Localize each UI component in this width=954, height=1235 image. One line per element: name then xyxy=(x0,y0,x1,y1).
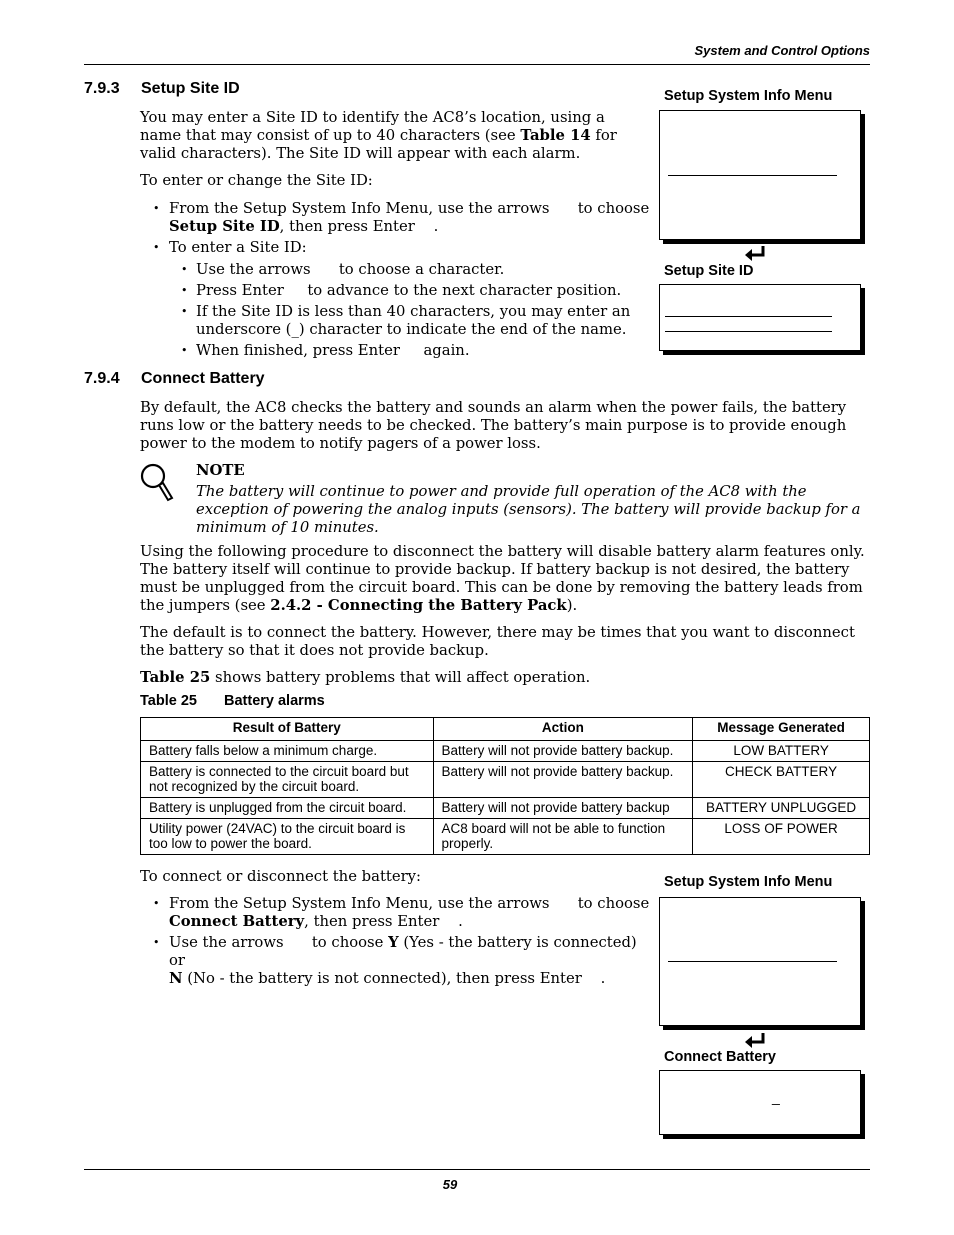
site-id-steps xyxy=(140,200,650,360)
note-title: NOTE xyxy=(196,462,245,479)
lcd-selection-line xyxy=(668,175,837,176)
lcd-cursor: _ xyxy=(772,1089,780,1105)
table-cell: Battery will not provide battery backup xyxy=(433,798,693,819)
table-cell: LOSS OF POWER xyxy=(693,819,870,855)
table-row xyxy=(141,798,870,819)
table-cell: Battery will not provide battery backup. xyxy=(433,741,693,762)
table-caption: Table 25 Battery alarms xyxy=(140,693,325,709)
lcd-screen-system-info-menu xyxy=(659,897,861,1026)
lcd-screen-setup-site-id xyxy=(659,284,861,351)
battery-disconnect-paragraph: Using the following procedure to disconnect the battery will disable battery alarm features only. The battery itself will continue to provide backup. If battery backup is not desired, the battery must be unplugged from the circuit board. This can be done by removing the battery leads from the jumpers (see 2.4.2 - Connecting the Battery Pack). xyxy=(140,543,865,614)
section-heading-7-9-3: 7.9.3 Setup Site ID xyxy=(84,80,240,97)
lcd-line xyxy=(665,316,832,317)
table-cell: LOW BATTERY xyxy=(693,741,870,762)
column-header: Message Generated xyxy=(693,718,870,741)
running-header: System and Control Options xyxy=(694,43,870,58)
table-header-row xyxy=(141,718,870,741)
table-cell: BATTERY UNPLUGGED xyxy=(693,798,870,819)
table-reference-paragraph: Table 25 shows battery problems that will affect operation. xyxy=(140,669,591,686)
site-id-instruction: To enter or change the Site ID: xyxy=(140,172,373,189)
table-cell: Battery is unplugged from the circuit board. xyxy=(141,798,434,819)
figure-caption: Setup System Info Menu xyxy=(664,88,833,104)
connect-steps xyxy=(140,895,650,988)
list-item: • When finished, press Enter again. xyxy=(140,342,650,360)
lcd-selection-line xyxy=(668,961,837,962)
site-id-intro: You may enter a Site ID to identify the AC8’s location, using a name that may consist of up to 40 characters (see Table 14 for valid characters). The Site ID will appear with each alarm. xyxy=(140,109,617,162)
list-item: • From the Setup System Info Menu, use the arrows to choose Setup Site ID, then press Enter . xyxy=(140,200,650,236)
column-header: Action xyxy=(433,718,693,741)
table-cell: Battery is connected to the circuit board but not recognized by the circuit board. xyxy=(141,762,434,798)
enter-return-icon xyxy=(744,245,766,263)
magnifier-icon xyxy=(139,462,175,504)
list-item: • Press Enter to advance to the next character position. xyxy=(140,282,650,300)
figure-caption: Connect Battery xyxy=(664,1049,776,1065)
table-cell: AC8 board will not be able to function properly. xyxy=(433,819,693,855)
list-item: • Use the arrows to choose Y (Yes - the battery is connected) or N (No - the battery is not connected), then press Enter . xyxy=(140,934,650,988)
page-number: 59 xyxy=(442,1177,458,1192)
battery-default-paragraph: The default is to connect the battery. However, there may be times that you want to disconnect the battery so that it does not provide backup. xyxy=(140,624,855,659)
list-item: • Use the arrows to choose a character. xyxy=(140,261,650,279)
table-row xyxy=(141,762,870,798)
table-cell: CHECK BATTERY xyxy=(693,762,870,798)
table-row xyxy=(141,741,870,762)
column-header: Result of Battery xyxy=(141,718,434,741)
lcd-screen-system-info-menu xyxy=(659,110,861,240)
list-item: • From the Setup System Info Menu, use the arrows to choose Connect Battery, then press Enter . xyxy=(140,895,650,931)
table-cell: Battery falls below a minimum charge. xyxy=(141,741,434,762)
connect-instruction: To connect or disconnect the battery: xyxy=(140,868,422,885)
note-body: The battery will continue to power and provide full operation of the AC8 with the exception of powering the analog inputs (sensors). The battery will provide backup for a minimum of 10 minutes. xyxy=(196,483,861,536)
footer-rule xyxy=(84,1169,870,1170)
list-item: • If the Site ID is less than 40 characters, you may enter an underscore (_) character to indicate the end of the name. xyxy=(140,303,650,339)
figure-caption: Setup Site ID xyxy=(664,263,754,279)
lcd-line xyxy=(665,331,832,332)
section-heading-7-9-4: 7.9.4 Connect Battery xyxy=(84,370,265,387)
header-rule xyxy=(84,64,870,65)
battery-intro: By default, the AC8 checks the battery and sounds an alarm when the power fails, the battery runs low or the battery needs to be checked. The battery’s main purpose is to provide enough power to the modem to notify pagers of a power loss. xyxy=(140,399,847,452)
enter-return-icon xyxy=(744,1032,766,1050)
list-item: • To enter a Site ID: xyxy=(140,239,650,257)
battery-alarms-table xyxy=(140,717,870,855)
table-cell: Battery will not provide battery backup. xyxy=(433,762,693,798)
table-cell: Utility power (24VAC) to the circuit board is too low to power the board. xyxy=(141,819,434,855)
figure-caption: Setup System Info Menu xyxy=(664,874,833,890)
lcd-screen-connect-battery xyxy=(659,1070,861,1135)
table-row xyxy=(141,819,870,855)
